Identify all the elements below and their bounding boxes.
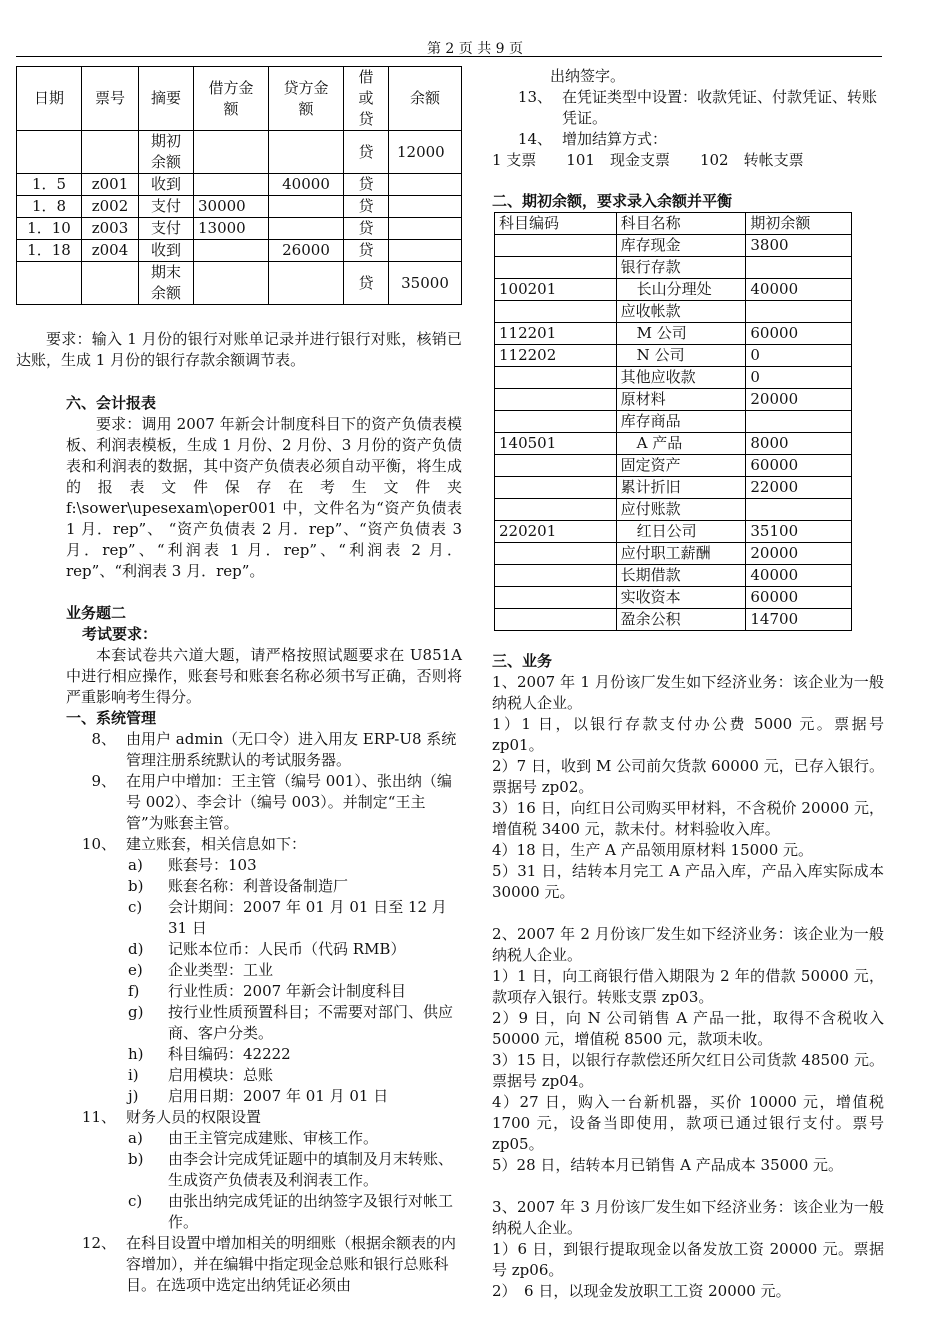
cell: 应收帐款 (616, 301, 746, 323)
item-number: 14、 (517, 130, 552, 148)
cell (495, 499, 617, 521)
item-number: 10、 (81, 835, 116, 853)
sub-text: 科目编码：42222 (168, 1045, 291, 1063)
right-column (492, 66, 884, 1302)
sub-item (16, 1086, 462, 1107)
cell: 22000 (746, 477, 852, 499)
settlement-methods: 1 支票 101 现金支票 102 转帐支票 (492, 151, 804, 169)
cell: 应付职工薪酬 (616, 543, 746, 565)
table-row (17, 131, 462, 174)
sub-text: 记账本位币：人民币（代码 RMB） (168, 940, 406, 958)
item12-continuation: 出纳签字。 (550, 67, 626, 85)
cell (389, 174, 462, 196)
cell: 期末余额 (139, 262, 194, 305)
list-item (16, 1107, 462, 1128)
cell (17, 262, 82, 305)
cell: 贷 (344, 218, 389, 240)
cell (269, 131, 344, 174)
exam-requirement-text: 本套试卷共六道大题，请严格按照试题要求在 U851A 中进行相应操作，账套号和账套名称必须书写正确，否则将严重影响考生得分。 (66, 646, 462, 706)
cell (495, 389, 617, 411)
cell: z002 (82, 196, 139, 218)
col-header: 票号 (82, 67, 139, 131)
sub-label: f) (128, 982, 140, 1000)
table-row (495, 367, 852, 389)
cell: 累计折旧 (616, 477, 746, 499)
sub-item (16, 939, 462, 960)
cell: N 公司 (616, 345, 746, 367)
cell (495, 543, 617, 565)
cell (269, 196, 344, 218)
business-block (492, 924, 884, 1176)
cell (269, 218, 344, 240)
item-number: 11、 (81, 1108, 116, 1126)
cell (495, 367, 617, 389)
list-item (16, 771, 462, 834)
cell: 40000 (269, 174, 344, 196)
sub-label: h) (128, 1045, 144, 1063)
cell: 3800 (746, 235, 852, 257)
cell (82, 131, 139, 174)
sub-label: g) (128, 1003, 144, 1021)
left-column (16, 66, 462, 1296)
cell: 长期借款 (616, 565, 746, 587)
col-header: 日期 (17, 67, 82, 131)
table-row (17, 218, 462, 240)
sub-text: 启用日期：2007 年 01 月 01 日 (168, 1087, 389, 1105)
col-header: 期初余额 (746, 213, 852, 235)
sub-label: a) (128, 856, 143, 874)
col-header: 摘要 (139, 67, 194, 131)
cell (194, 240, 269, 262)
table-row (17, 196, 462, 218)
sub-item (16, 1065, 462, 1086)
sub-text: 会计期间：2007 年 01 月 01 日至 12 月 31 日 (168, 898, 447, 937)
cell: 应付账款 (616, 499, 746, 521)
cell (746, 301, 852, 323)
cell: z001 (82, 174, 139, 196)
cell: 40000 (746, 565, 852, 587)
cell: 100201 (495, 279, 617, 301)
business-item: 5）31 日，结转本月完工 A 产品入库，产品入库实际成本 30000 元。 (492, 862, 884, 901)
cell: 30000 (194, 196, 269, 218)
cell (746, 257, 852, 279)
cell (495, 301, 617, 323)
cell: 60000 (746, 455, 852, 477)
sub-label: b) (128, 877, 144, 895)
cell: 长山分理处 (616, 279, 746, 301)
business-month-heading: 2、2007 年 2 月份该厂发生如下经济业务：该企业为一般纳税人企业。 (492, 925, 884, 964)
table-row (495, 499, 852, 521)
item-text: 在用户中增加：王主管（编号 001）、张出纳（编号 002）、李会计（编号 003）。并制定“王主管”为账套主管。 (126, 772, 452, 832)
bank-statement-table (16, 66, 462, 305)
item-number: 13、 (517, 88, 552, 106)
table-row (17, 174, 462, 196)
business-month-heading: 1、2007 年 1 月份该厂发生如下经济业务：该企业为一般纳税人企业。 (492, 673, 884, 712)
sub-text: 企业类型：工业 (168, 961, 274, 979)
sub-text: 账套名称：利普设备制造厂 (168, 877, 349, 895)
table-row (495, 389, 852, 411)
cell (17, 131, 82, 174)
sub-text: 账套号：103 (168, 856, 257, 874)
cell (495, 235, 617, 257)
business-item: 4）27 日，购入一台新机器，买价 10000 元，增值税 1700 元，设备当即使用，款项已通过银行支付。票号 zp05。 (492, 1093, 884, 1153)
sub-item (16, 1044, 462, 1065)
cell: 60000 (746, 323, 852, 345)
item-number: 9、 (91, 772, 116, 790)
table-row (495, 521, 852, 543)
list-item (16, 1233, 462, 1296)
sub-label: a) (128, 1129, 143, 1147)
cell (194, 131, 269, 174)
cell: z003 (82, 218, 139, 240)
table-row (495, 257, 852, 279)
item-number: 12、 (81, 1234, 116, 1252)
cell: 35000 (389, 262, 462, 305)
cell: z004 (82, 240, 139, 262)
cell: 0 (746, 345, 852, 367)
cell: 8000 (746, 433, 852, 455)
sub-label: i) (128, 1066, 139, 1084)
cell: 14700 (746, 609, 852, 631)
table-row (495, 565, 852, 587)
cell: 220201 (495, 521, 617, 543)
col-header: 贷方金额 (269, 67, 344, 131)
reconciliation-requirement: 要求：输入 1 月份的银行对账单记录并进行银行对账，核销已达账，生成 1 月份的银行存款余额调节表。 (16, 330, 462, 369)
cell: 13000 (194, 218, 269, 240)
business-item: 3）15 日，以银行存款偿还所欠红日公司货款 48500 元。票据号 zp04。 (492, 1051, 884, 1090)
col-header: 科目名称 (616, 213, 746, 235)
table-row (495, 235, 852, 257)
section-title-system: 一、系统管理 (66, 709, 157, 727)
table-row (495, 411, 852, 433)
task2-title: 业务题二 (66, 604, 127, 622)
list-item (492, 87, 884, 129)
cell (194, 262, 269, 305)
cell: 原材料 (616, 389, 746, 411)
cell (495, 411, 617, 433)
cell: 1．18 (17, 240, 82, 262)
cell (746, 411, 852, 433)
business-item: 1）1 日，以银行存款支付办公费 5000 元。票据号 zp01。 (492, 715, 884, 754)
business-block (492, 1197, 884, 1302)
col-header: 余额 (389, 67, 462, 131)
cell: 其他应收款 (616, 367, 746, 389)
cell: 35100 (746, 521, 852, 543)
cell: 盈余公积 (616, 609, 746, 631)
section-title-reports: 六、会计报表 (66, 394, 157, 412)
item-text: 增加结算方式： (562, 130, 668, 148)
table-row (495, 301, 852, 323)
business-item: 3）16 日，向红日公司购买甲材料，不含税价 20000 元，增值税 3400 元，款未付。材料验收入库。 (492, 799, 884, 838)
cell: 26000 (269, 240, 344, 262)
item-text: 财务人员的权限设置 (126, 1108, 262, 1126)
sub-item (16, 1128, 462, 1149)
cell: 112201 (495, 323, 617, 345)
sub-text: 行业性质：2007 年新会计制度科目 (168, 982, 406, 1000)
table-row (495, 433, 852, 455)
business-item: 4）18 日，生产 A 产品领用原材料 15000 元。 (492, 841, 814, 859)
sub-item (16, 897, 462, 939)
col-header: 借方金额 (194, 67, 269, 131)
cell (495, 477, 617, 499)
cell (495, 455, 617, 477)
business-item: 1）6 日，到银行提取现金以备发放工资 20000 元。票据号 zp06。 (492, 1240, 884, 1279)
cell (389, 196, 462, 218)
cell: 贷 (344, 240, 389, 262)
cell: 贷 (344, 174, 389, 196)
cell: 贷 (344, 196, 389, 218)
sub-text: 由张出纳完成凭证的出纳签字及银行对帐工作。 (168, 1192, 454, 1231)
cell (82, 262, 139, 305)
sub-text: 由王主管完成建账、审核工作。 (168, 1129, 379, 1147)
cell: 库存商品 (616, 411, 746, 433)
sub-item (16, 981, 462, 1002)
col-header: 科目编码 (495, 213, 617, 235)
cell (495, 565, 617, 587)
sub-item (16, 855, 462, 876)
cell: 银行存款 (616, 257, 746, 279)
item-text: 在科目设置中增加相关的明细账（根据余额表的内容增加），并在编辑中指定现金总账和银行总账科目。在选项中选定出纳凭证必须由 (126, 1234, 457, 1294)
cell (389, 218, 462, 240)
cell: 期初余额 (139, 131, 194, 174)
sub-text: 由李会计完成凭证题中的填制及月末转账、生成资产负债表及利润表工作。 (168, 1150, 454, 1189)
sub-label: e) (128, 961, 143, 979)
table-row (495, 587, 852, 609)
business-item: 2） 6 日，以现金发放职工工资 20000 元。 (492, 1282, 791, 1300)
sub-label: j) (128, 1087, 139, 1105)
list-item (492, 129, 884, 150)
table-row (495, 323, 852, 345)
cell: 20000 (746, 389, 852, 411)
sub-text: 按行业性质预置科目；不需要对部门、供应商、客户分类。 (168, 1003, 454, 1042)
cell: A 产品 (616, 433, 746, 455)
cell: 支付 (139, 196, 194, 218)
cell: 固定资产 (616, 455, 746, 477)
item-text: 由用户 admin（无口令）进入用友 ERP-U8 系统管理注册系统默认的考试服务器。 (126, 730, 457, 769)
reports-requirement: 要求：调用 2007 年新会计制度科目下的资产负债表模板、利润表模板，生成 1 月份、2 月份、3 月份的资产负债表和利润表的数据，其中资产负债表必须自动平衡，将生成的报表文件保存在考生文件夹 f:\sower\upesexam\oper001 中，文件名为“资产负债表 1 月．rep”、 “资产负债表 2 月．rep”、“资产负债表 3 月．rep”、“利润表 1 月．rep”、“利润表 2 月．rep”、“利润表 3 月．rep”。 (66, 415, 462, 580)
sub-label: b) (128, 1150, 144, 1168)
cell (746, 499, 852, 521)
cell: 12000 (389, 131, 462, 174)
sub-text: 启用模块：总账 (168, 1066, 274, 1084)
sub-item (16, 876, 462, 897)
table-row (17, 240, 462, 262)
section-title-opening: 二、期初余额，要求录入余额并平衡 (492, 192, 733, 210)
exam-requirement-title: 考试要求： (82, 625, 158, 643)
col-header: 借或贷 (344, 67, 389, 131)
list-item (16, 729, 462, 771)
cell: 收到 (139, 174, 194, 196)
opening-balance-table (494, 212, 852, 631)
item-text: 建立账套，相关信息如下： (126, 835, 307, 853)
cell (194, 174, 269, 196)
business-item: 1）1 日，向工商银行借入期限为 2 年的借款 50000 元，款项存入银行。转账支票 zp03。 (492, 967, 884, 1006)
business-month-heading: 3、2007 年 3 月份该厂发生如下经济业务：该企业为一般纳税人企业。 (492, 1198, 884, 1237)
cell: 1．5 (17, 174, 82, 196)
cell: 红日公司 (616, 521, 746, 543)
cell (495, 257, 617, 279)
item-text: 在凭证类型中设置：收款凭证、付款凭证、转账凭证。 (562, 88, 878, 127)
cell: 贷 (344, 262, 389, 305)
cell: 1．8 (17, 196, 82, 218)
cell: 20000 (746, 543, 852, 565)
cell: 40000 (746, 279, 852, 301)
cell: 实收资本 (616, 587, 746, 609)
business-item: 2）9 日，向 N 公司销售 A 产品一批，取得不含税收入 50000 元，增值税 8500 元，款项未收。 (492, 1009, 884, 1048)
list-item (16, 834, 462, 855)
table-header-row (17, 67, 462, 131)
cell: 112202 (495, 345, 617, 367)
cell (495, 587, 617, 609)
sub-item (16, 960, 462, 981)
header-rule (16, 56, 882, 57)
table-row (495, 543, 852, 565)
cell: M 公司 (616, 323, 746, 345)
cell: 库存现金 (616, 235, 746, 257)
business-item: 5）28 日，结转本月已销售 A 产品成本 35000 元。 (492, 1156, 844, 1174)
cell (269, 262, 344, 305)
cell: 60000 (746, 587, 852, 609)
cell: 贷 (344, 131, 389, 174)
business-item: 2）7 日，收到 M 公司前欠货款 60000 元，已存入银行。票据号 zp02。 (492, 757, 884, 796)
cell (495, 609, 617, 631)
table-row (495, 455, 852, 477)
table-row (495, 279, 852, 301)
table-row (495, 609, 852, 631)
business-list (492, 672, 884, 1302)
sub-label: c) (128, 898, 143, 916)
sub-item (16, 1191, 462, 1233)
sub-label: d) (128, 940, 144, 958)
table-row (495, 477, 852, 499)
item-number: 8、 (91, 730, 116, 748)
section-title-business: 三、业务 (492, 652, 553, 670)
cell: 140501 (495, 433, 617, 455)
table-row (495, 345, 852, 367)
sub-label: c) (128, 1192, 143, 1210)
sub-item (16, 1149, 462, 1191)
cell: 支付 (139, 218, 194, 240)
business-block (492, 672, 884, 903)
cell: 1．10 (17, 218, 82, 240)
table-header-row (495, 213, 852, 235)
sub-item (16, 1002, 462, 1044)
cell (389, 240, 462, 262)
table-row (17, 262, 462, 305)
cell: 收到 (139, 240, 194, 262)
cell: 0 (746, 367, 852, 389)
page-header: 第 2 页 共 9 页 (426, 41, 524, 57)
